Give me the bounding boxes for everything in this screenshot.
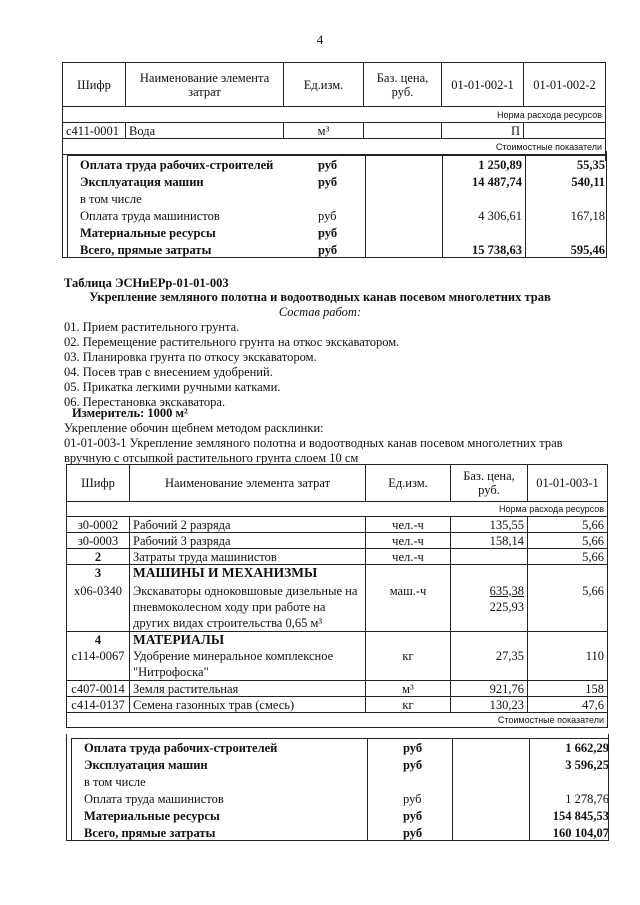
cost-block-1 (62, 151, 607, 258)
cost-unit: руб (318, 158, 338, 172)
meter-label: Измеритель: 1000 м² (72, 406, 188, 420)
cost-name: Материальные ресурсы (84, 809, 220, 823)
row-value: 5,66 (528, 517, 608, 533)
cost-name: Оплата труда машинистов (80, 209, 220, 223)
note-2: 01-01-003-1 Укрепление земляного полотна и водоотводных канав посевом многолетних трав (64, 436, 563, 450)
section-code: 3 (67, 565, 130, 582)
table-row (67, 533, 608, 549)
resource-table-1 (62, 62, 606, 161)
row-value: 5,66 (528, 582, 608, 632)
cost-unit: руб (318, 243, 338, 257)
row-value: 5,66 (528, 549, 608, 565)
steps-list (64, 320, 399, 410)
table-row (67, 582, 608, 632)
header-name: Наименование элемента затрат (130, 465, 366, 502)
row-price (451, 582, 528, 632)
header-price: Баз. цена, руб. (364, 63, 442, 107)
cost-val: 3 596,25 (565, 758, 609, 772)
cost-val: 160 104,07 (552, 826, 609, 840)
row-unit: м³ (366, 681, 451, 697)
header-code: Шифр (63, 63, 126, 107)
cost-name: Оплата труда рабочих-строителей (80, 158, 274, 172)
section-name: МАТЕРИАЛЫ (130, 631, 366, 648)
section-row (67, 565, 608, 582)
row-name (130, 582, 366, 632)
list-item: 03. Планировка грунта по откосу экскаватором. (64, 350, 317, 364)
cost-unit: руб (318, 226, 338, 240)
row-unit: чел.-ч (366, 549, 451, 565)
row-name: Земля растительная (130, 681, 366, 697)
row-name-line: Удобрение минеральное комплексное (133, 649, 334, 663)
row-name-line: "Нитрофоска" (133, 665, 209, 679)
row-code: с114-0067 (67, 648, 130, 681)
header-unit: Ед.изм. (284, 63, 364, 107)
cost-name: Материальные ресурсы (80, 226, 216, 240)
cost-col1: 15 738,63 (472, 243, 522, 257)
cost-name: Оплата труда рабочих-строителей (84, 741, 278, 755)
norm-label: Норма расхода ресурсов (63, 107, 606, 123)
row-price (451, 549, 528, 565)
cost-val: 1 662,29 (565, 741, 609, 755)
cost-unit: руб (403, 826, 423, 840)
row-code: с411-0001 (63, 123, 126, 139)
row-col1: П (442, 123, 524, 139)
cost-name: в том числе (84, 775, 146, 789)
table-row (67, 697, 608, 713)
note-3: вручную с отсыпкой растительного грунта слоем 10 см (64, 451, 359, 465)
row-code: с414-0137 (67, 697, 130, 713)
cost-val: 154 845,53 (552, 809, 609, 823)
row-name-line: пневмоколесном ходу при работе на (133, 599, 326, 614)
section-code: 4 (67, 631, 130, 648)
row-name: Затраты труда машинистов (130, 549, 366, 565)
header-price: Баз. цена, руб. (451, 465, 528, 502)
cost-unit: руб (403, 792, 422, 806)
cost-col1: 1 250,89 (478, 158, 522, 172)
cost-name: Эксплуатация машин (84, 758, 208, 772)
cost-unit: руб (403, 809, 423, 823)
cost-col1: 4 306,61 (478, 209, 522, 223)
column-divider (442, 156, 443, 257)
list-item: 05. Прикатка легкими ручными катками. (64, 380, 281, 394)
cost-unit: руб (403, 741, 423, 755)
header-col2: 01-01-002-2 (524, 63, 606, 107)
cost-name: в том числе (80, 192, 142, 206)
cost-col2: 595,46 (570, 243, 605, 257)
row-name (130, 648, 366, 681)
row-name-line: Экскаваторы одноковшовые дизельные на (133, 583, 358, 598)
header-col1: 01-01-002-1 (442, 63, 524, 107)
cost-col1: 14 487,74 (472, 175, 522, 189)
resource-table-2 (66, 464, 608, 728)
list-item: 06. Перестановка экскаватора. (64, 395, 226, 409)
row-price: 921,76 (451, 681, 528, 697)
header-col1: 01-01-003-1 (528, 465, 608, 502)
norm-label: Норма расхода ресурсов (67, 502, 608, 517)
row-unit: кг (366, 648, 451, 681)
cost-label: Стоимостные показатели (67, 713, 608, 728)
row-price: 135,55 (451, 517, 528, 533)
row-name: Рабочий 3 разряда (130, 533, 366, 549)
list-item: 04. Посев трав с внесением удобрений. (64, 365, 273, 379)
section-subtitle: Укрепление земляного полотна и водоотводных канав посевом многолетних трав (89, 290, 551, 304)
row-price: 27,35 (451, 648, 528, 681)
row-value: 158 (528, 681, 608, 697)
section-name: МАШИНЫ И МЕХАНИЗМЫ (130, 565, 366, 582)
table-row (67, 648, 608, 681)
row-name: Семена газонных трав (смесь) (130, 697, 366, 713)
row-value: 5,66 (528, 533, 608, 549)
cost-name: Всего, прямые затраты (80, 243, 212, 257)
column-divider (529, 739, 530, 840)
row-code: с407-0014 (67, 681, 130, 697)
table-row (67, 517, 608, 533)
row-unit: чел.-ч (366, 533, 451, 549)
cost-col2: 540,11 (571, 175, 605, 189)
header-name: Наименование элемента затрат (126, 63, 284, 107)
row-name-line: других видах строительства 0,65 м³ (133, 615, 323, 630)
row-name: Рабочий 2 разряда (130, 517, 366, 533)
cost-val: 1 278,76 (565, 792, 609, 806)
row-unit: м³ (284, 123, 364, 139)
row-price: 130,23 (451, 697, 528, 713)
column-divider (525, 156, 526, 257)
row-code: х06-0340 (67, 582, 130, 632)
row-col2 (524, 123, 606, 139)
column-divider (452, 739, 453, 840)
row-unit: кг (366, 697, 451, 713)
cost-inner-frame (67, 155, 606, 257)
cost-col2: 167,18 (570, 209, 605, 223)
row-price-line: 225,93 (489, 599, 524, 614)
row-code: з0-0003 (67, 533, 130, 549)
note-1: Укрепление обочин щебнем методом расклинки: (64, 421, 324, 435)
cost-unit: руб (318, 209, 337, 223)
cost-name: Всего, прямые затраты (84, 826, 216, 840)
column-divider (367, 739, 368, 840)
table-row (67, 549, 608, 565)
row-code: з0-0002 (67, 517, 130, 533)
cost-block-2 (66, 734, 609, 841)
row-name: Вода (126, 123, 284, 139)
cost-name: Эксплуатация машин (80, 175, 204, 189)
section-row (67, 631, 608, 648)
cost-col2: 55,35 (576, 158, 605, 172)
header-code: Шифр (67, 465, 130, 502)
row-code: 2 (67, 549, 130, 565)
row-price (364, 123, 442, 139)
cost-label: Стоимостные показатели (63, 139, 606, 155)
row-price: 158,14 (451, 533, 528, 549)
row-unit: маш.-ч (366, 582, 451, 632)
row-unit: чел.-ч (366, 517, 451, 533)
cost-inner-frame (71, 738, 608, 840)
header-unit: Ед.изм. (366, 465, 451, 502)
list-item: 02. Перемещение растительного грунта на откос экскаватором. (64, 335, 400, 349)
list-item: 01. Прием растительного грунта. (64, 320, 240, 334)
row-value: 47,6 (528, 697, 608, 713)
page-number: 4 (316, 32, 324, 47)
cost-name: Оплата труда машинистов (84, 792, 224, 806)
row-value: 110 (528, 648, 608, 681)
column-divider (365, 156, 366, 257)
table-title: Таблица ЭСНиЕРр-01-01-003 (64, 276, 229, 290)
cost-unit: руб (403, 758, 423, 772)
table-row (63, 123, 606, 139)
cost-unit: руб (318, 175, 338, 189)
composition-label: Состав работ: (278, 305, 362, 319)
table-row (67, 681, 608, 697)
row-price-line: 635,38 (489, 583, 524, 598)
